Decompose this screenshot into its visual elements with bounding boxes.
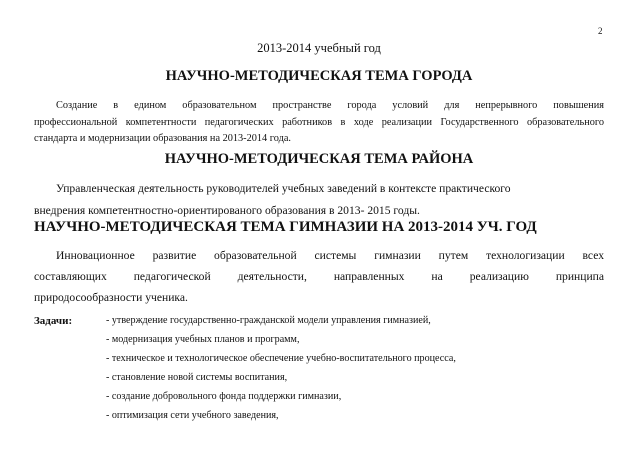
- task-item: - техническое и технологическое обеспечение учебно-воспитательного процесса,: [106, 353, 456, 364]
- district-topic-heading: НАУЧНО-МЕТОДИЧЕСКАЯ ТЕМА РАЙОНА: [164, 151, 474, 167]
- district-topic-paragraph: [34, 178, 604, 222]
- task-item: - модернизация учебных планов и программ,: [106, 334, 300, 345]
- page-number: 2: [598, 26, 603, 36]
- tasks-label: Задачи:: [34, 315, 73, 327]
- district-topic-line: внедрения компетентностно-ориентированого образования в 2013- 2015 годы.: [34, 204, 420, 217]
- task-item: - оптимизация сети учебного заведения,: [106, 410, 279, 421]
- gymnasium-topic-heading: НАУЧНО-МЕТОДИЧЕСКАЯ ТЕМА ГИМНАЗИИ НА 2013-2014 УЧ. ГОД: [34, 219, 537, 235]
- city-topic-line: профессиональной компетентности педагогических работников в ходе реализации Государственного образовательного: [34, 116, 604, 128]
- task-list: [106, 315, 456, 429]
- city-topic-line: Создание в едином образовательном пространстве города условий для непрерывного повышения: [56, 100, 604, 111]
- gymnasium-topic-line: природосообразности ученика.: [34, 291, 188, 304]
- year-heading: 2013-2014 учебный год: [257, 41, 381, 55]
- city-topic-line: стандарта и модернизации образования на 2013-2014 года.: [34, 133, 291, 144]
- city-topic-heading: НАУЧНО-МЕТОДИЧЕСКАЯ ТЕМА ГОРОДА: [165, 68, 473, 84]
- task-item: - утверждение государственно-гражданской модели управления гимназией,: [106, 315, 431, 326]
- task-item: - становление новой системы воспитания,: [106, 372, 288, 383]
- task-item: - создание добровольного фонда поддержки гимназии,: [106, 391, 342, 402]
- city-topic-paragraph: [34, 98, 604, 148]
- gymnasium-topic-paragraph: [34, 245, 604, 308]
- gymnasium-topic-line: составляющих педагогической деятельности, направленных на реализацию принципа: [34, 270, 604, 283]
- district-topic-line: Управленческая деятельность руководителей учебных заведений в контексте практического: [56, 182, 511, 195]
- gymnasium-topic-line: Инновационное развитие образовательной системы гимназии путем технологизации всех: [56, 249, 604, 262]
